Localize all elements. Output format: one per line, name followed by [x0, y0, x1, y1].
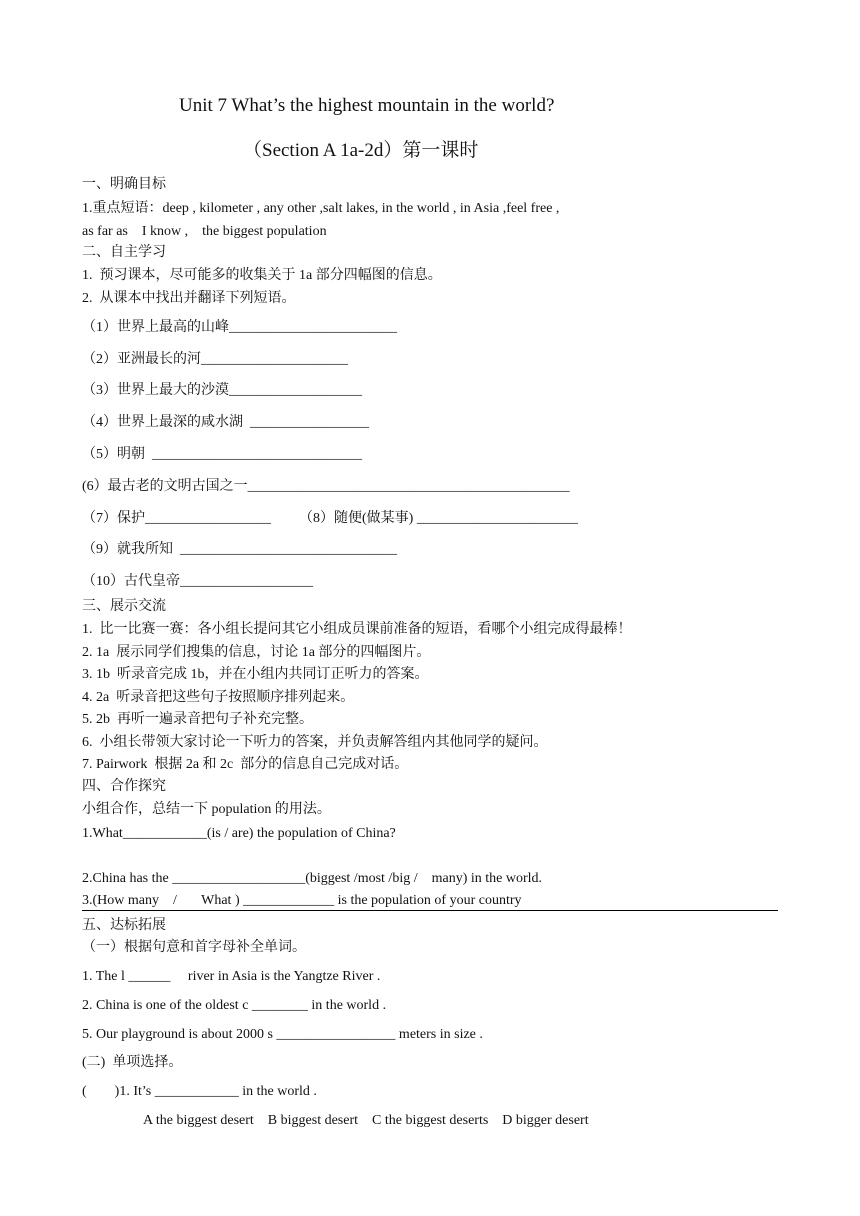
translation-item: （7）保护__________________ （8）随便(做某事) _______________________ — [82, 511, 578, 526]
exchange-item: 5. 2b 再听一遍录音把句子补充完整。 — [82, 712, 313, 727]
section-heading-extension: 五、达标拓展 — [82, 918, 166, 933]
section-heading-self-study: 二、自主学习 — [82, 245, 166, 260]
divider-line — [82, 910, 778, 911]
key-phrases-line-cont: as far as I know , the biggest population — [82, 224, 327, 239]
choice-options: A the biggest desert B biggest desert C the biggest deserts D bigger desert — [143, 1113, 589, 1128]
key-phrases-line: 1.重点短语：deep , kilometer , any other ,salt lakes, in the world , in Asia ,feel free , — [82, 201, 560, 216]
translation-item: （1）世界上最高的山峰________________________ — [82, 320, 397, 335]
translation-item: （9）就我所知 _______________________________ — [82, 542, 397, 557]
choice-question: ( )1. It’s ____________ in the world . — [82, 1084, 317, 1099]
translation-item: （4）世界上最深的咸水湖 _________________ — [82, 415, 369, 430]
section-heading-cooperation: 四、合作探究 — [82, 779, 166, 794]
exchange-item: 7. Pairwork 根据 2a 和 2c 部分的信息自己完成对话。 — [82, 757, 409, 772]
self-study-item: 1. 预习课本，尽可能多的收集关于 1a 部分四幅图的信息。 — [82, 268, 442, 283]
fill-in-item: 5. Our playground is about 2000 s _________________ meters in size . — [82, 1027, 483, 1042]
population-question: 2.China has the ___________________(biggest /most /big / many) in the world. — [82, 871, 543, 886]
translation-item: （3）世界上最大的沙漠___________________ — [82, 383, 362, 398]
exercise-heading: （一）根据句意和首字母补全单词。 — [82, 940, 306, 955]
translation-item: （5）明朝 ______________________________ — [82, 447, 362, 462]
population-question: 1.What____________(is / are) the population of China? — [82, 826, 396, 841]
exchange-item: 2. 1a 展示同学们搜集的信息，讨论 1a 部分的四幅图片。 — [82, 645, 431, 660]
cooperation-intro: 小组合作，总结一下 population 的用法。 — [82, 802, 331, 817]
exchange-item: 4. 2a 听录音把这些句子按照顺序排列起来。 — [82, 690, 355, 705]
section-heading-exchange: 三、展示交流 — [82, 599, 166, 614]
self-study-item: 2. 从课本中找出并翻译下列短语。 — [82, 291, 296, 306]
population-question: 3.(How many / What ) _____________ is the population of your country — [82, 893, 522, 908]
fill-in-item: 2. China is one of the oldest c ________ in the world . — [82, 998, 387, 1013]
exchange-item: 1. 比一比赛一赛：各小组长提问其它小组成员课前准备的短语，看哪个小组完成得最棒！ — [82, 622, 632, 637]
exchange-item: 3. 1b 听录音完成 1b，并在小组内共同订正听力的答案。 — [82, 667, 429, 682]
exercise-heading: (二) 单项选择。 — [82, 1055, 183, 1070]
translation-item: （2）亚洲最长的河_____________________ — [82, 352, 348, 367]
page-title: Unit 7 What’s the highest mountain in the world? — [179, 95, 555, 116]
page-subtitle: （Section A 1a-2d）第一课时 — [243, 140, 479, 161]
exchange-item: 6. 小组长带领大家讨论一下听力的答案，并负责解答组内其他同学的疑问。 — [82, 735, 548, 750]
translation-item: （10）古代皇帝___________________ — [82, 574, 313, 589]
section-heading-goals: 一、明确目标 — [82, 177, 166, 192]
translation-item: (6）最古老的文明古国之一______________________________________________ — [82, 479, 570, 494]
fill-in-item: 1. The l ______ river in Asia is the Yangtze River . — [82, 969, 381, 984]
